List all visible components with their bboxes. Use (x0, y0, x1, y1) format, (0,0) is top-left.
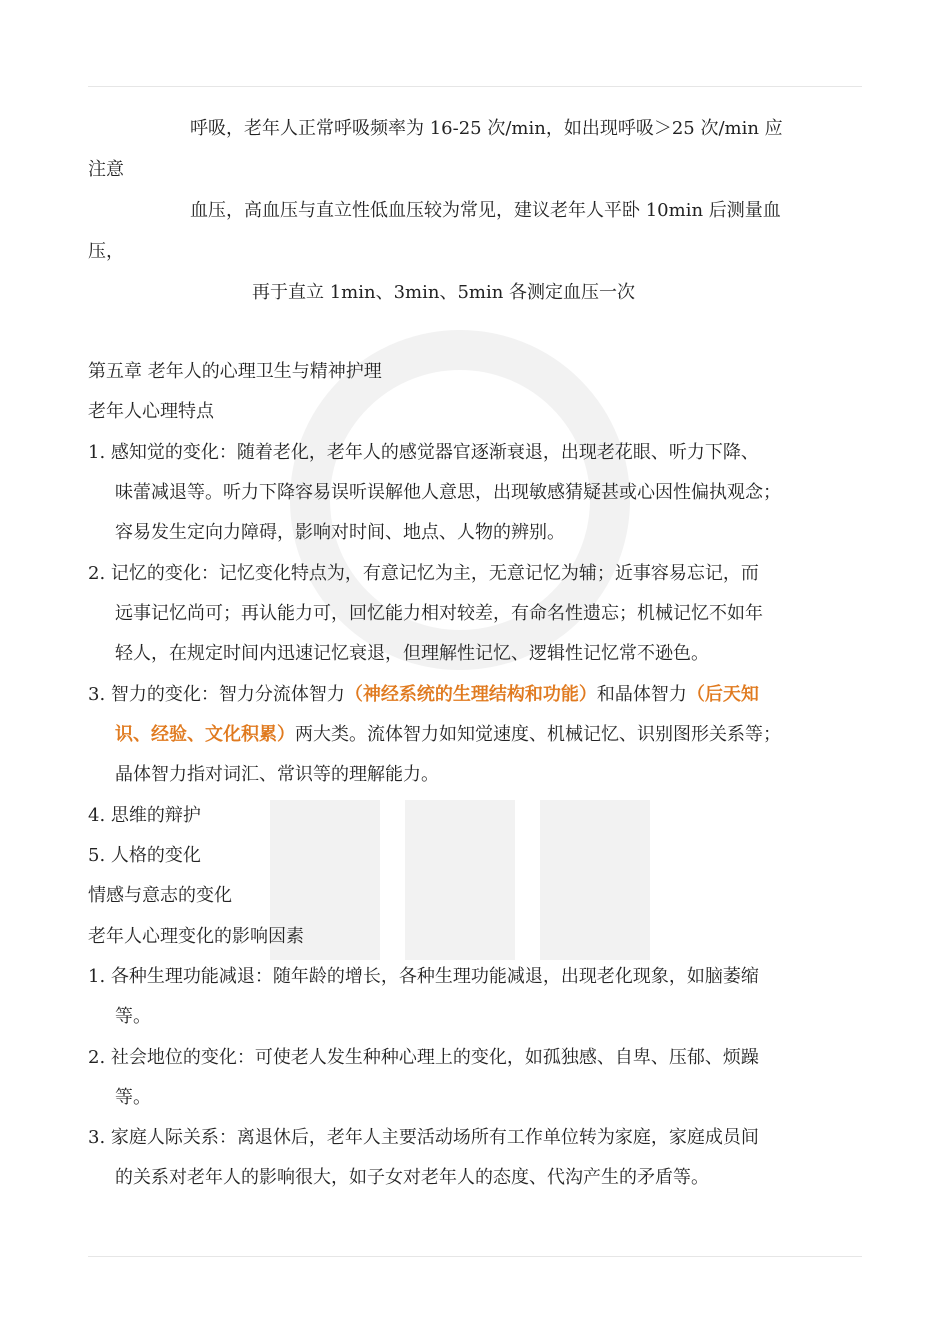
footer-rule (88, 1256, 862, 1257)
watermark-logo (230, 300, 690, 980)
trait-2-line-1: 2. 记忆的变化：记忆变化特点为，有意记忆为主，无意记忆为辅；近事容易忘记，而 (88, 563, 759, 584)
bp-line-3: 再于直立 1min、3min、5min 各测定血压一次 (252, 282, 636, 303)
emotion-title: 情感与意志的变化 (88, 885, 232, 906)
trait-3-line-3: 晶体智力指对词汇、常识等的理解能力。 (115, 764, 439, 785)
factor-2-line-2: 等。 (115, 1087, 151, 1108)
crystal-intelligence-highlight-end: 识、经验、文化积累） (115, 724, 295, 745)
resp-line-1: 呼吸，老年人正常呼吸频率为 16-25 次/min，如出现呼吸＞25 次/min 应 (190, 118, 783, 139)
factor-3-line-1: 3. 家庭人际关系：离退休后，老年人主要活动场所有工作单位转为家庭，家庭成员间 (88, 1127, 759, 1148)
factor-2-line-1: 2. 社会地位的变化：可使老人发生种种心理上的变化，如孤独感、自卑、压郁、烦躁 (88, 1047, 759, 1068)
trait-3-text-c: 和晶体智力 (596, 684, 687, 705)
section-title-factors: 老年人心理变化的影响因素 (88, 926, 304, 947)
trait-4: 4. 思维的辩护 (88, 805, 201, 826)
trait-3-text-b: 两大类。流体智力如知觉速度、机械记忆、识别图形关系等； (295, 724, 781, 745)
trait-3-text-a: 3. 智力的变化：智力分流体智力 (88, 684, 345, 705)
resp-line-2: 注意 (88, 159, 124, 180)
fluid-intelligence-highlight: （神经系统的生理结构和功能） (344, 684, 597, 705)
bp-line-2: 压， (88, 241, 124, 262)
trait-1-line-3: 容易发生定向力障碍，影响对时间、地点、人物的辨别。 (115, 522, 565, 543)
chapter-title: 第五章 老年人的心理卫生与精神护理 (88, 361, 382, 382)
section-title-traits: 老年人心理特点 (88, 401, 214, 422)
trait-2-line-2: 远事记忆尚可；再认能力可，回忆能力相对较差，有命名性遗忘；机械记忆不如年 (115, 603, 763, 624)
crystal-intelligence-highlight-start: （后天知 (686, 684, 759, 705)
header-rule (88, 86, 862, 87)
trait-5: 5. 人格的变化 (88, 845, 201, 866)
factor-1-line-2: 等。 (115, 1006, 151, 1027)
bp-line-1: 血压，高血压与直立性低血压较为常见，建议老年人平卧 10min 后测量血 (190, 200, 781, 221)
trait-1-line-2: 味蕾减退等。听力下降容易误听误解他人意思，出现敏感猜疑甚或心因性偏执观念； (115, 482, 781, 503)
trait-1-line-1: 1. 感知觉的变化：随着老化，老年人的感觉器官逐渐衰退，出现老花眼、听力下降、 (88, 442, 759, 463)
factor-3-line-2: 的关系对老年人的影响很大，如子女对老年人的态度、代沟产生的矛盾等。 (115, 1167, 709, 1188)
factor-1-line-1: 1. 各种生理功能减退：随年龄的增长，各种生理功能减退，出现老化现象，如脑萎缩 (88, 966, 759, 987)
trait-3-line-2 (115, 722, 781, 748)
trait-2-line-3: 轻人，在规定时间内迅速记忆衰退，但理解性记忆、逻辑性记忆常不逊色。 (115, 643, 709, 664)
trait-3-line-1 (88, 682, 759, 708)
